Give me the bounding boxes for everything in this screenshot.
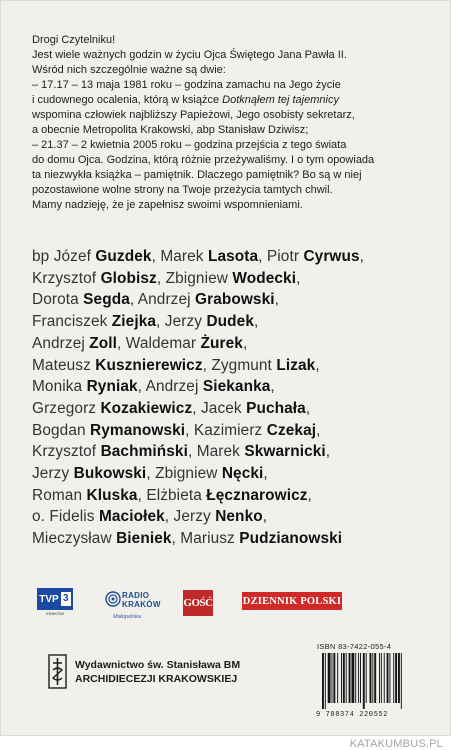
contributor-first: Krzysztof (32, 443, 101, 461)
publisher-line1: Wydawnictwo św. Stanisława BM (75, 659, 241, 671)
intro-line: pozostawione wolne strony na Twoje przeżycia tamtych chwil. (32, 184, 333, 196)
gosc-logo: GOŚĆ (183, 590, 213, 616)
contributor-surname: Lasota (207, 248, 259, 265)
contributor-surname: Nenko (215, 508, 263, 526)
contributor-first: , Andrzej (137, 378, 203, 396)
contributor-first: , (253, 313, 259, 331)
contributor-first: , (305, 399, 311, 417)
contributor-first: , (242, 334, 248, 352)
contributor-first: Mieczysław (32, 530, 117, 548)
contributor-first: o. Fidelis (32, 508, 99, 526)
radio-krakow-logo (105, 587, 165, 623)
contributor-first: , (296, 269, 301, 287)
intro-text (32, 33, 434, 213)
contributor-surname: Guzdek (95, 248, 152, 265)
barcode-bar (372, 653, 373, 703)
barcode-bar (325, 653, 326, 709)
book-title: Dotknąłem tej tajemnicy (222, 94, 339, 106)
contributor-surname: Łęcznarowicz (206, 486, 308, 504)
contributor-first: , Kazimierz (185, 421, 267, 439)
contributors-line (32, 506, 432, 528)
contributor-first: , Elżbieta (137, 486, 207, 504)
contributor-surname: Lizak (276, 356, 316, 374)
contributor-surname: Segda (83, 291, 130, 309)
watermark: KATAKUMBUS.PL (349, 738, 443, 750)
contributor-surname: Pudzianowski (239, 530, 343, 548)
contributors-line (32, 528, 432, 550)
publisher-name (75, 658, 240, 686)
barcode-bar (379, 653, 380, 703)
contributors-line (32, 311, 432, 333)
contributor-first: Jerzy (32, 465, 74, 483)
isbn: ISBN 83-7422-055-4 (317, 642, 392, 651)
barcode-bar (374, 653, 376, 703)
barcode-bar (337, 653, 338, 703)
contributors-line (32, 485, 432, 507)
contributor-surname: Ziejka (111, 313, 157, 331)
contributor-surname: Maciołek (98, 508, 165, 526)
contributor-surname: Ryniak (86, 378, 138, 396)
contributors-line (32, 268, 432, 290)
contributor-surname: Skwarnicki (244, 443, 326, 461)
contributor-first: , Marek (151, 248, 208, 265)
tvp-sub: KRAKÓW (46, 611, 64, 616)
contributor-surname: Kozakiewicz (100, 399, 193, 417)
intro-line-text: i cudownego ocalenia, którą w książce (32, 94, 223, 106)
contributor-surname: Czekaj (266, 421, 317, 439)
barcode (320, 653, 432, 709)
intro-greeting: Drogi Czytelniku! (32, 34, 116, 46)
contributor-first: Dorota (32, 291, 84, 309)
contributor-first: , Zygmunt (202, 356, 277, 374)
contributors-line (32, 333, 432, 355)
barcode-bar (401, 653, 402, 709)
contributor-first: Monika (32, 378, 87, 396)
barcode-bar (322, 653, 324, 709)
contributor-first: , Andrzej (129, 291, 196, 309)
tvp-text: TVP (39, 593, 59, 605)
contributor-surname: Bukowski (73, 465, 147, 483)
tvp3-logo (37, 588, 73, 618)
intro-line: Mamy nadzieję, że je zapełnisz swoimi wspomnieniami. (32, 199, 303, 211)
intro-line: Wśród nich szczególnie ważne są dwie: (32, 64, 226, 76)
barcode-bar (333, 653, 335, 703)
contributor-first: , Jerzy (156, 313, 207, 331)
contributor-surname: Dudek (206, 313, 254, 331)
contributors-list (32, 246, 432, 550)
contributors-line (32, 420, 432, 442)
contributor-surname: Cyrwus (303, 248, 360, 265)
barcode-bar (349, 653, 351, 703)
barcode-bar (332, 653, 333, 703)
tvp-number: 3 (61, 592, 71, 606)
contributors-line (32, 441, 432, 463)
intro-line: do domu Ojca. Godzina, którą różnie przeżywaliśmy. I o tym opowiada (32, 154, 375, 166)
intro-line (32, 93, 434, 108)
radio-line1: RADIO (122, 591, 150, 600)
contributor-first: , Piotr (258, 248, 304, 265)
contributor-first: , (262, 508, 268, 526)
contributor-first: Krzysztof (32, 269, 101, 287)
contributor-first: , (274, 291, 280, 309)
barcode-bar (346, 653, 347, 703)
barcode-bar (355, 653, 356, 703)
publisher-emblem-icon (48, 654, 67, 689)
sponsor-logos (0, 585, 451, 625)
contributor-surname: Rymanowski (90, 421, 186, 439)
contributor-surname: Bieniek (116, 530, 172, 548)
radio-wave-icon (105, 591, 121, 607)
intro-line: – 21.37 – 2 kwietnia 2005 roku – godzina przejścia z tego świata (32, 139, 347, 151)
barcode-bar (389, 653, 390, 703)
contributor-first: , (325, 443, 331, 461)
barcode-bar (363, 653, 365, 709)
intro-line: Jest wiele ważnych godzin w życiu Ojca Świętego Jana Pawła II. (32, 49, 347, 61)
barcode-bar (351, 653, 354, 703)
barcode-number: 9 788374 220552 (316, 711, 389, 719)
intro-line: a obecnie Metropolita Krakowski, abp Stanisław Dziwisz; (32, 124, 309, 136)
contributor-first: Mateusz (32, 356, 96, 374)
contributor-first: , Jacek (192, 399, 247, 417)
contributor-first: Bogdan (32, 421, 91, 439)
tvp3-mark (37, 588, 73, 610)
intro-line: – 17.17 – 13 maja 1981 roku – godzina zamachu na Jego życie (32, 79, 341, 91)
contributor-first: bp Józef (32, 248, 96, 265)
contributor-first: , (315, 356, 320, 374)
contributor-surname: Puchała (246, 399, 306, 417)
barcode-bar (395, 653, 397, 703)
barcode-bar (341, 653, 342, 703)
contributor-surname: Grabowski (195, 291, 275, 309)
contributor-surname: Siekanka (202, 378, 271, 396)
publisher-line2: ARCHIDIECEZJI KRAKOWSKIEJ (75, 673, 238, 685)
dziennik-polski-logo: DZIENNIK POLSKI (242, 592, 342, 610)
contributor-surname: Kluska (86, 486, 138, 504)
contributors-line (32, 376, 432, 398)
contributor-first: Andrzej (32, 334, 90, 352)
radio-line3: Małopolska (113, 614, 141, 620)
contributor-surname: Zoll (89, 334, 118, 352)
contributor-first: , (307, 486, 312, 504)
barcode-bar (387, 653, 389, 703)
contributor-surname: Wodecki (232, 269, 297, 287)
barcode-bar (381, 653, 382, 703)
contributors-line (32, 355, 432, 377)
barcode-bar (398, 653, 400, 703)
contributor-surname: Żurek (200, 334, 243, 352)
contributor-first: , (359, 248, 365, 265)
contributor-first: , (270, 378, 275, 396)
contributor-first: , Zbigniew (146, 465, 222, 483)
contributor-surname: Kusznierewicz (95, 356, 203, 374)
radio-line2: KRAKÓW (122, 600, 161, 609)
barcode-bar (370, 653, 372, 703)
contributor-surname: Globisz (100, 269, 157, 287)
intro-line: wspomina człowiek najbliższy Papieżowi, Jego osobisty sekretarz, (32, 109, 355, 121)
contributors-line (32, 246, 432, 268)
barcode-bar (360, 653, 361, 703)
contributor-first: , (263, 465, 268, 483)
contributor-first: , Waldemar (117, 334, 201, 352)
contributors-line (32, 289, 432, 311)
barcode-bar (366, 653, 367, 703)
contributors-line (32, 463, 432, 485)
contributor-first: Franciszek (32, 313, 112, 331)
contributor-surname: Bachmiński (100, 443, 188, 461)
contributor-surname: Nęcki (221, 465, 264, 483)
contributor-first: , (316, 421, 321, 439)
contributor-first: , Mariusz (171, 530, 240, 548)
barcode-bar (343, 653, 345, 703)
contributor-first: , Zbigniew (156, 269, 233, 287)
contributor-first: , Marek (187, 443, 245, 461)
barcode-bar (384, 653, 385, 703)
barcode-bar (328, 653, 331, 703)
contributor-first: , Jerzy (164, 508, 216, 526)
intro-line: ta niezwykła książka – pamiętnik. Dlaczego pamiętnik? Bo są w niej (32, 169, 362, 181)
contributors-line (32, 398, 432, 420)
contributor-first: Grzegorz (32, 399, 101, 417)
barcode-bar (358, 653, 359, 703)
contributor-first: Roman (32, 486, 87, 504)
barcode-bar (393, 653, 394, 703)
